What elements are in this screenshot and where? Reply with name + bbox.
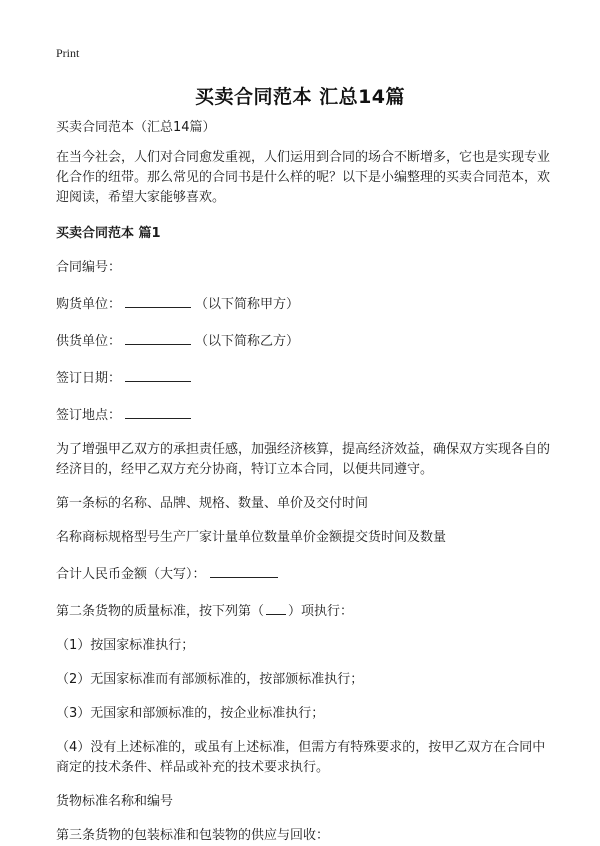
sign-place-label: 签订地点： [56,408,122,423]
total-amount-label: 合计人民币金额（大写）： [56,567,206,582]
seller-suffix: （以下简称乙方） [195,334,300,349]
article-2-prefix: 第二条货物的质量标准，按下列第（ [56,604,265,619]
total-amount-blank[interactable] [210,562,278,578]
standard-item-1: （1）按国家标准执行； [56,638,195,653]
contract-number-label: 合同编号： [56,260,122,275]
buyer-label: 购货单位： [56,297,122,312]
sign-date-blank[interactable] [125,366,191,382]
standard-item-3: （3）无国家和部颁标准的，按企业标准执行； [56,706,325,721]
document-title: 买卖合同范本 汇总14篇 [194,86,406,108]
article-3: 第三条货物的包装标准和包装物的供应与回收： [56,828,330,843]
buyer-blank[interactable] [125,292,191,308]
print-label[interactable]: Print [56,46,80,60]
buyer-suffix: （以下简称甲方） [195,297,300,312]
purpose-paragraph: 为了增强甲乙双方的承担责任感，加强经济核算，提高经济效益，确保双方实现各自的经济目的，经甲乙双方充分协商，特订立本合同，以便共同遵守。 [56,442,551,477]
intro-paragraph: 在当今社会，人们对合同愈发重视，人们运用到合同的场合不断增多，它也是实现专业化合作的纽带。那么常见的合同书是什么样的呢？以下是小编整理的买卖合同范本，欢迎阅读，希望大家能够喜欢。 [56,150,551,205]
seller-line [56,329,556,352]
standard-item-4: （4）没有上述标准的，或虽有上述标准，但需方有特殊要求的，按甲乙双方在合同中商定的技术条件、样品或补充的技术要求执行。 [56,740,546,775]
standard-item-2: （2）无国家标准而有部颁标准的，按部颁标准执行； [56,672,364,687]
sign-date-label: 签订日期： [56,371,122,386]
seller-blank[interactable] [125,329,191,345]
sign-date-line [56,366,556,389]
contract-number-line [56,258,556,278]
article-2-blank[interactable] [266,599,286,615]
goods-columns-line: 名称商标规格型号生产厂家计量单位数量单价金额提交货时间及数量 [56,530,447,545]
article-2 [56,599,556,622]
intro-subtitle: 买卖合同范本（汇总14篇） [56,120,216,135]
buyer-line [56,292,556,315]
document-body [56,118,556,846]
total-amount-line [56,562,556,585]
standard-name-line: 货物标准名称和编号 [56,794,174,809]
sign-place-blank[interactable] [125,403,191,419]
article-2-suffix: ）项执行： [288,604,354,619]
section-heading: 买卖合同范本 篇1 [56,226,161,241]
seller-label: 供货单位： [56,334,122,349]
article-1: 第一条标的名称、品牌、规格、数量、单价及交付时间 [56,496,369,511]
sign-place-line [56,403,556,426]
